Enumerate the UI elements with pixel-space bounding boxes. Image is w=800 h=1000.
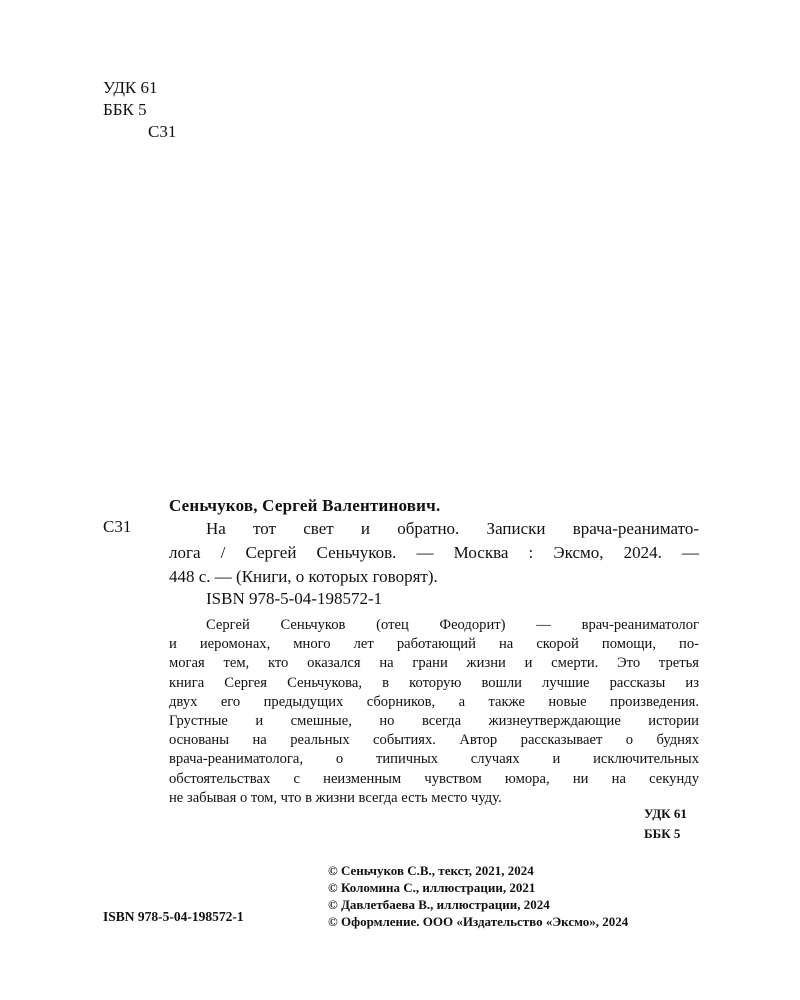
author-heading: Сеньчуков, Сергей Валентинович. <box>169 496 441 515</box>
isbn: ISBN 978-5-04-198572-1 <box>206 589 383 608</box>
classification-bottom <box>644 804 687 844</box>
annotation-line: основаны на реальных событиях. Автор рассказывает о буднях <box>169 732 699 749</box>
description-line: На тот свет и обратно. Записки врача-реанимато- <box>206 519 699 538</box>
description-line: 448 с. — (Книги, о которых говорят). <box>169 567 438 586</box>
annotation-line: и иеромонах, много лет работающий на скорой помощи, по- <box>169 636 699 653</box>
annotation-line: обстоятельствах с неизменным чувством юмора, ни на секунду <box>169 770 699 787</box>
bibliographic-description <box>169 517 699 589</box>
bbk-code: ББК 5 <box>644 826 681 841</box>
copyright-line: © Оформление. ООО «Издательство «Эксмо», 2024 <box>328 914 629 929</box>
annotation-line: не забывая о том, что в жизни всегда есть место чуду. <box>169 789 502 806</box>
author-sign: С31 <box>148 122 177 141</box>
classification-top <box>103 77 176 143</box>
udk-code: УДК 61 <box>644 806 687 821</box>
copyright-line: © Коломина С., иллюстрации, 2021 <box>328 880 536 895</box>
bbk-code: ББК 5 <box>103 100 147 119</box>
annotation-line: могая тем, кто оказался на грани жизни и смерти. Это третья <box>169 655 699 672</box>
record-author-sign: С31 <box>103 517 132 536</box>
annotation-line: двух его предыдущих сборников, а также новые произведения. <box>169 693 699 710</box>
copyright-notices <box>328 862 628 930</box>
isbn-bottom: ISBN 978-5-04-198572-1 <box>103 909 244 924</box>
annotation-line: Грустные и смешные, но всегда жизнеутверждающие истории <box>169 713 699 730</box>
annotation-line: книга Сергея Сеньчукова, в которую вошли лучшие рассказы из <box>169 674 699 691</box>
annotation-line: Сергей Сеньчуков (отец Феодорит) — врач-реаниматолог <box>206 617 699 633</box>
annotation-line: врача-реаниматолога, о типичных случаях и исключительных <box>169 751 699 768</box>
copyright-line: © Давлетбаева В., иллюстрации, 2024 <box>328 897 550 912</box>
copyright-line: © Сеньчуков С.В., текст, 2021, 2024 <box>328 863 534 878</box>
description-line: лога / Сергей Сеньчуков. — Москва : Эксмо, 2024. — <box>169 543 699 562</box>
udk-code: УДК 61 <box>103 78 158 97</box>
annotation <box>169 616 699 808</box>
